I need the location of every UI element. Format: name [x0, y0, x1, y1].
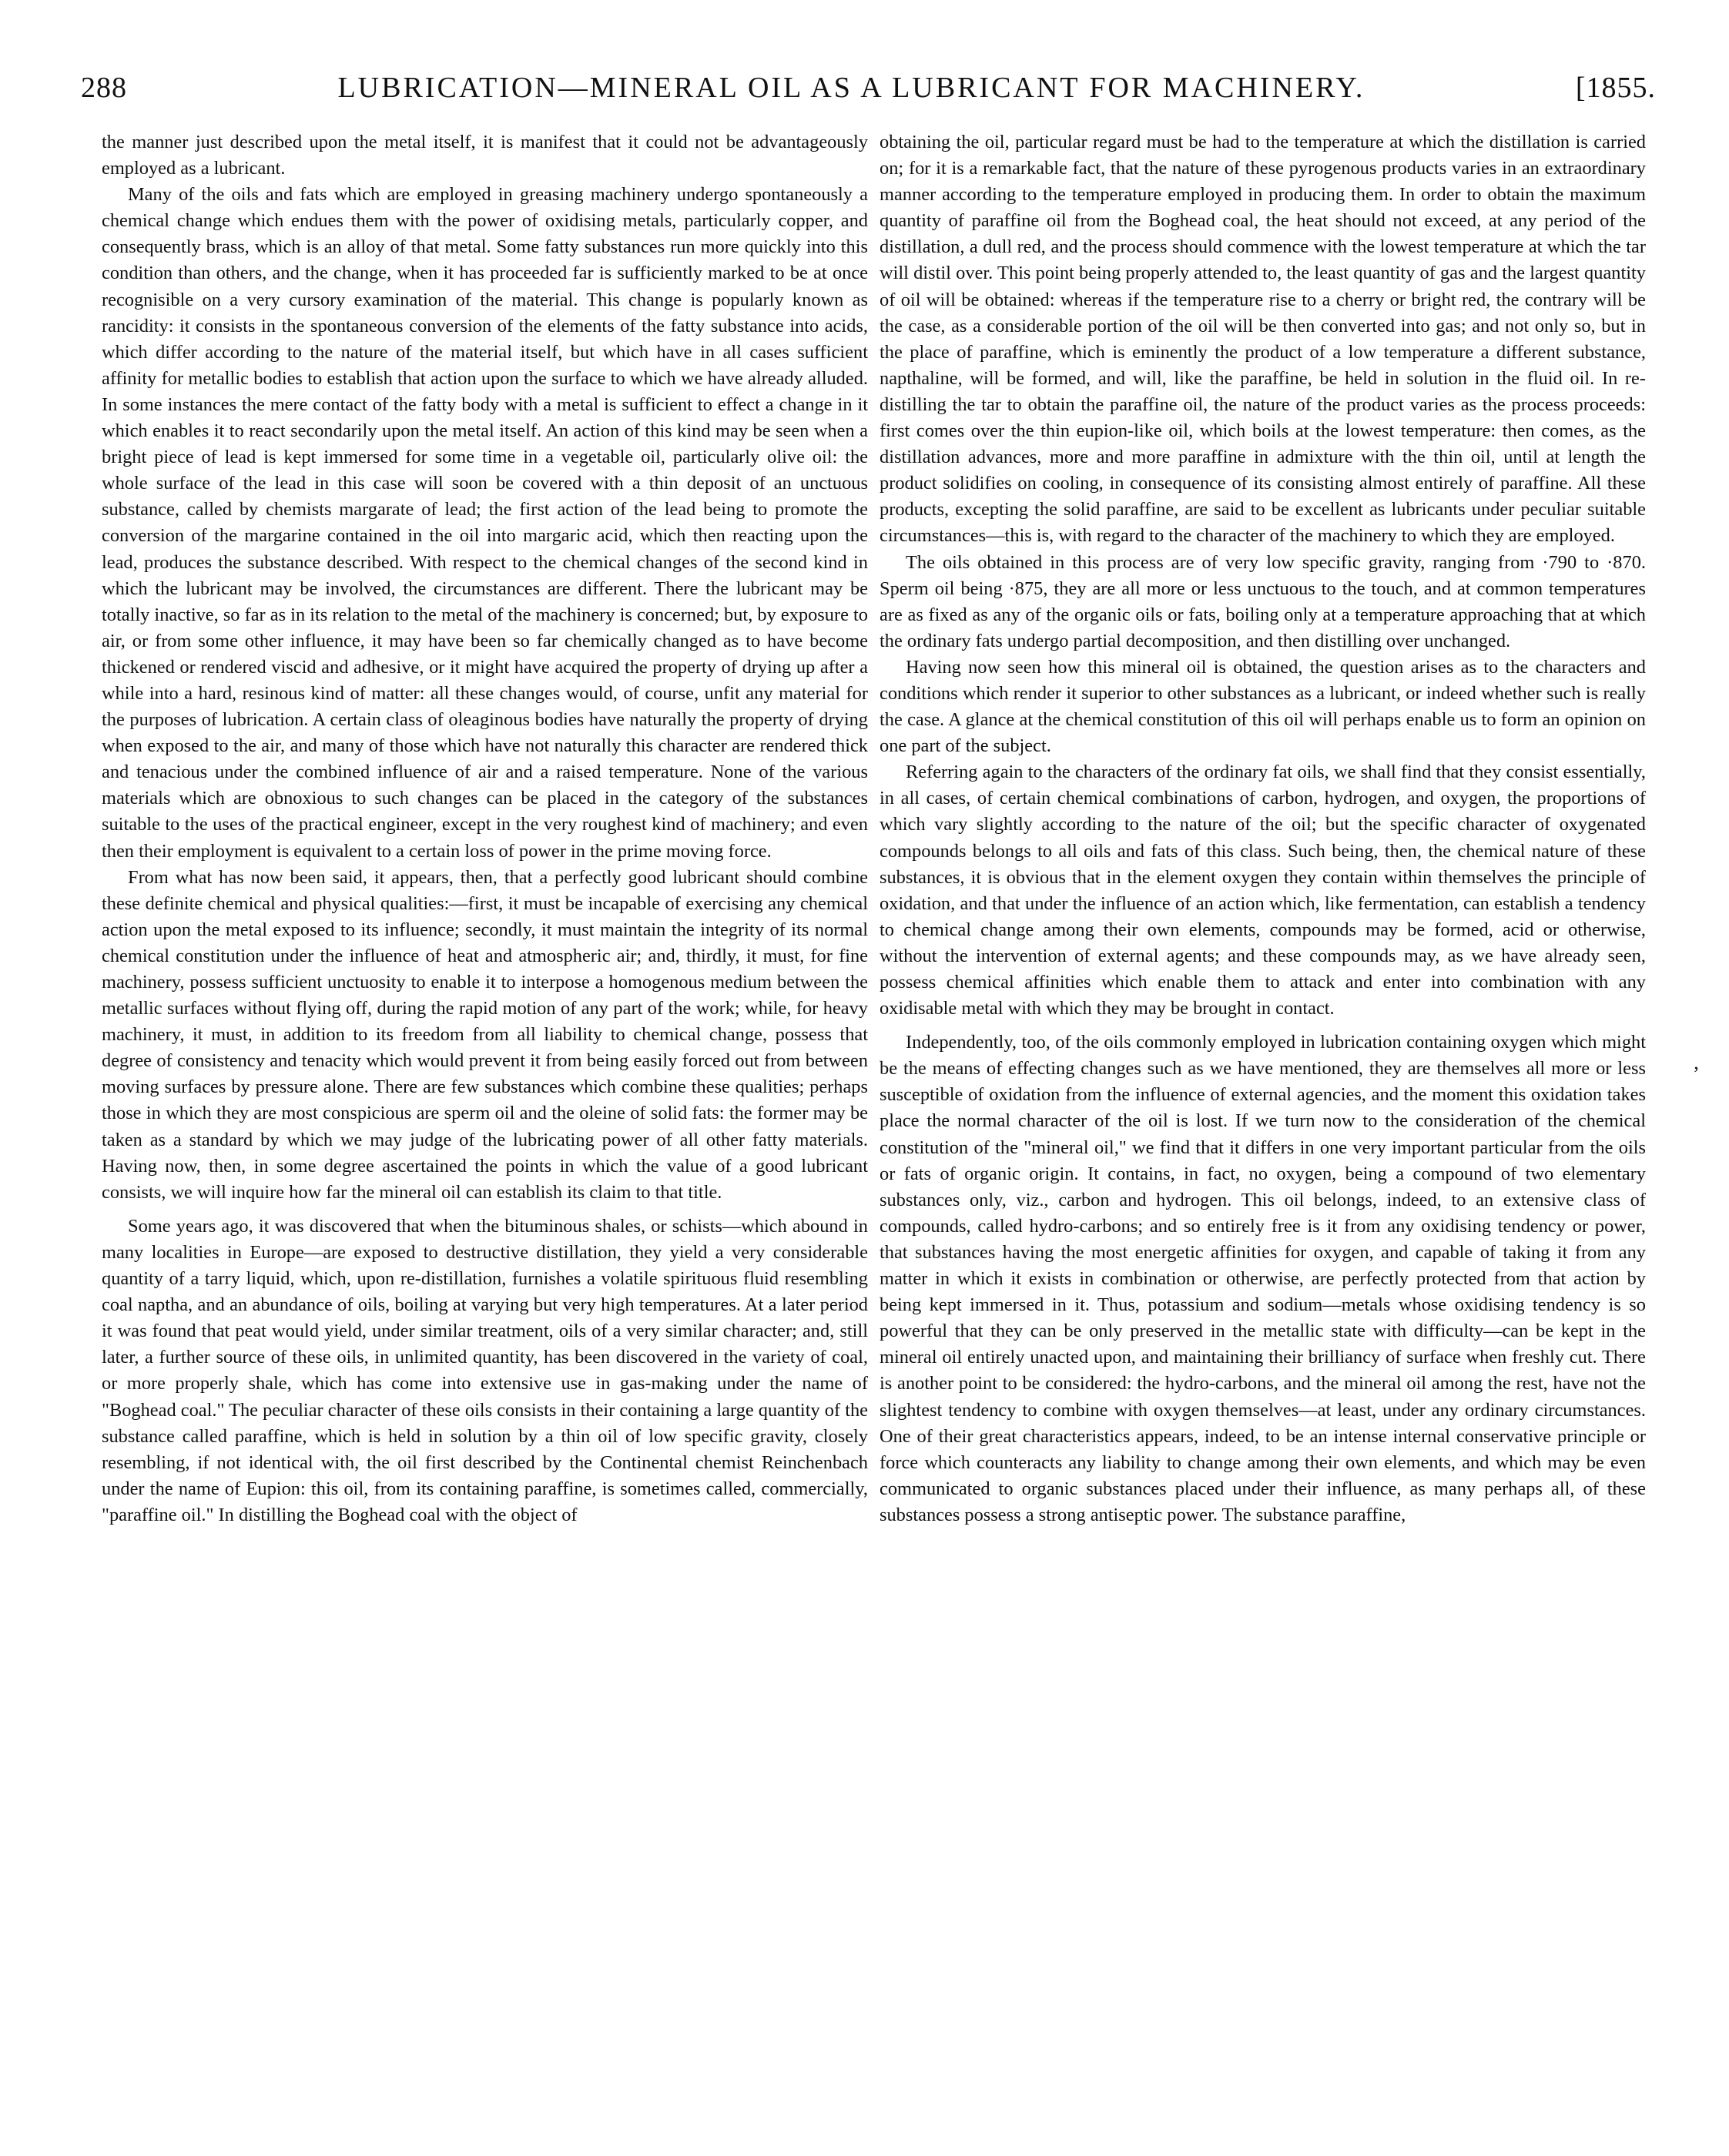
paragraph: Many of the oils and fats which are employed in greasing machinery undergo spontaneously a chemical change which endues them with the power of oxidising metals, particularly copper, and consequently brass, which is an alloy of that metal. Some fatty substances run more quickly into this condition than others, and the change, when it has proceeded far is sufficiently marked to be at once recognisible on a very cursory examination of the material. This change is popularly known as rancidity: it consists in the spontaneous conversion of the elements of the fatty substance into acids, which differ according to the nature of the material itself, but which have in all cases sufficient affinity for metallic bodies to establish that action upon the surface to which we have already alluded. In some instances the mere contact of the fatty body with a metal is sufficient to effect a change in it which enables it to react secondarily upon the metal itself. An action of this kind may be seen when a bright piece of lead is kept immersed for some time in a vegetable oil, particularly olive oil: the whole surface of the lead in this case will soon be covered with a thin deposit of an unctuous substance, called by chemists margarate of lead; the first action of the lead being to promote the conversion of the margarine contained in the oil into margaric acid, which then reacting upon the lead, produces the substance described. With respect to the chemical changes of the second kind in which the lubricant may be involved, the circumstances are different. There the lubricant may be totally inactive, so far as in its relation to the metal of the machinery is concerned; but, by exposure to air, or from some other influence, it may have been so far chemically changed as to have become thickened or rendered viscid and adhesive, or it might have acquired the property of drying up after a while into a hard, resinous kind of matter: all these changes would, of course, unfit any material for the purposes of lubrication. A certain class of oleaginous bodies have naturally the property of drying when exposed to the air, and many of those which have not naturally this character are rendered thick and tenacious under the combined influence of air and a raised temperature. None of the various materials which are obnoxious to such changes can be placed in the category of the substances suitable to the uses of the practical engineer, except in the very roughest kind of machinery; and even then their employment is equivalent to a certain loss of power in the prime moving force. — [102, 184, 868, 862]
left-column — [102, 129, 868, 1528]
paragraph: From what has now been said, it appears, then, that a perfectly good lubricant should combine these definite chemical and physical qualities:—first, it must be incapable of exercising any chemical action upon the metal exposed to its influence; secondly, it must maintain the integrity of its normal chemical constitution under the influence of heat and atmospheric air; and, thirdly, it must, for fine machinery, possess sufficient unctuosity to enable it to interpose a homogenous medium between the metallic surfaces without flying off, during the rapid motion of any part of the work; while, for heavy machinery, it must, in addition to its freedom from all liability to chemical change, possess that degree of consistency and tenacity which would prevent it from being easily forced out from between moving surfaces by pressure alone. There are few substances which combine these qualities; perhaps those in which they are most conspicious are sperm oil and the oleine of solid fats: the former may be taken as a standard by which we may judge of the lubricating power of all other fatty materials. Having now, then, in some degree ascertained the points in which the value of a good lubricant consists, we will inquire how far the mineral oil can establish its claim to that title. — [102, 866, 868, 1203]
running-header — [81, 71, 1656, 117]
paragraph: Having now seen how this mineral oil is obtained, the question arises as to the characters and conditions which render it superior to other substances as a lubricant, or indeed whether such is really the case. A glance at the chemical constitution of this oil will perhaps enable us to form an opinion on one part of the subject. — [880, 656, 1646, 757]
page-number: 288 — [81, 72, 127, 104]
paragraph: Some years ago, it was discovered that when the bituminous shales, or schists—which abound in many localities in Europe—are exposed to destructive distillation, they yield a very considerable quantity of a tarry liquid, which, upon re-distillation, furnishes a volatile spirituous fluid resembling coal naptha, and an abundance of oils, boiling at varying but very high temperatures. At a later period it was found that peat would yield, under similar treatment, oils of a very similar character; and, still later, a further source of these oils, in unlimited quantity, has been discovered in the variety of coal, or more properly shale, which has come into extensive use in gas-making under the name of "Boghead coal." The peculiar character of these oils consists in their containing a large quantity of the substance called paraffine, which is held in solution by a thin oil of low specific gravity, closely resembling, if not identical with, the oil first described by the Continental chemist Reinchenbach under the name of Eupion: this oil, from its containing paraffine, is sometimes called, commercially, "paraffine oil." In distilling the Boghead coal with the object of — [102, 1215, 868, 1525]
right-column — [880, 129, 1646, 1528]
paragraph: The oils obtained in this process are of very low specific gravity, ranging from ·790 to ·870. Sperm oil being ·875, they are all more or less unctuous to the touch, and at common temperatures are as fixed as any of the organic oils or fats, boiling only at a temperature approaching that at which the ordinary fats undergo partial decomposition, and then distilling over unchanged. — [880, 551, 1646, 651]
paragraph: Independently, too, of the oils commonly employed in lubrication containing oxygen which might be the means of effecting changes such as we have mentioned, they are themselves all more or less susceptible of oxidation from the influence of external agencies, and the moment this oxidation takes place the normal character of the oil is lost. If we turn now to the consideration of the chemical constitution of the "mineral oil," we find that it differs in one very important particular from the oils or fats of organic origin. It contains, in fact, no oxygen, being a compound of two elementary substances only, viz., carbon and hydrogen. This oil belongs, indeed, to an extensive class of compounds, called hydro-carbons; and so entirely free is it from any oxidising tendency or power, that substances having the most energetic affinities for oxygen, and capable of taking it from any matter in which it exists in combination or otherwise, are perfectly protected from that action by being kept immersed in it. Thus, potassium and sodium—metals whose oxidising tendency is so powerful that they can be only preserved in the metallic state with difficulty—can be kept in the mineral oil entirely unacted upon, and maintaining their brilliancy of surface when freshly cut. There is another point to be considered: the hydro-carbons, and the mineral oil among the rest, have not the slightest tendency to combine with oxygen themselves—at least, under any ordinary circumstances. One of their great characteristics appears, indeed, to be an intense internal conservative principle or force which counteracts any liability to change among their own elements, and which may be even communicated to organic substances placed under their influence, as many perhaps all, of these substances possess a strong antiseptic power. The substance paraffine, — [880, 1032, 1646, 1525]
running-title: LUBRICATION—MINERAL OIL AS A LUBRICANT FOR MACHINERY. — [337, 72, 1365, 104]
paragraph: obtaining the oil, particular regard must be had to the temperature at which the distillation is carried on; for it is a remarkable fact, that the nature of these pyrogenous products varies in an extraordinary manner according to the temperature employed in producing them. In order to obtain the maximum quantity of paraffine oil from the Boghead coal, the heat should not exceed, at any period of the distillation, a dull red, and the process should commence with the lowest temperature at which the tar will distil over. This point being properly attended to, the least quantity of gas and the largest quantity of oil will be obtained: whereas if the temperature rise to a cherry or bright red, the contrary will be the case, as a considerable portion of the oil will be then converted into gas; and not only so, but in the place of paraffine, which is eminently the product of a low temperature a different substance, napthaline, will be formed, and will, like the paraffine, be held in solution in the fluid oil. In re-distilling the tar to obtain the paraffine oil, the nature of the product varies as the process proceeds: first comes over the thin eupion-like oil, which boils at the lowest temperature: then comes, as the distillation advances, more and more paraffine in admixture with the thin oil, until at length the product solidifies on cooling, in consequence of its consisting almost entirely of paraffine. All these products, excepting the solid paraffine, are said to be excellent as lubricants under peculiar suitable circumstances—this is, with regard to the character of the machinery to which they are employed. — [880, 132, 1646, 547]
paragraph: Referring again to the characters of the ordinary fat oils, we shall find that they consist essentially, in all cases, of certain chemical combinations of carbon, hydrogen, and oxygen, the proportions of which vary slightly according to the nature of the oil; but the specific character of oxygenated compounds belongs to all oils and fats of this class. Such being, then, the chemical nature of these substances, it is obvious that in the element oxygen they contain within themselves the principle of oxidation, and that under the influence of an action which, like fermentation, can establish a tendency to chemical change among their own elements, compounds may be formed, acid or otherwise, without the intervention of external agents; and these compounds may, as we have already seen, possess chemical affinities which enable them to attack and enter into combination with any oxidisable metal with which they may be brought in contact. — [880, 762, 1646, 1019]
paragraph: the manner just described upon the metal itself, it is manifest that it could not be advantageously employed as a lubricant. — [102, 132, 868, 179]
margin-mark: ’ — [1693, 1063, 1700, 1085]
header-year: [1855. — [1575, 72, 1656, 104]
